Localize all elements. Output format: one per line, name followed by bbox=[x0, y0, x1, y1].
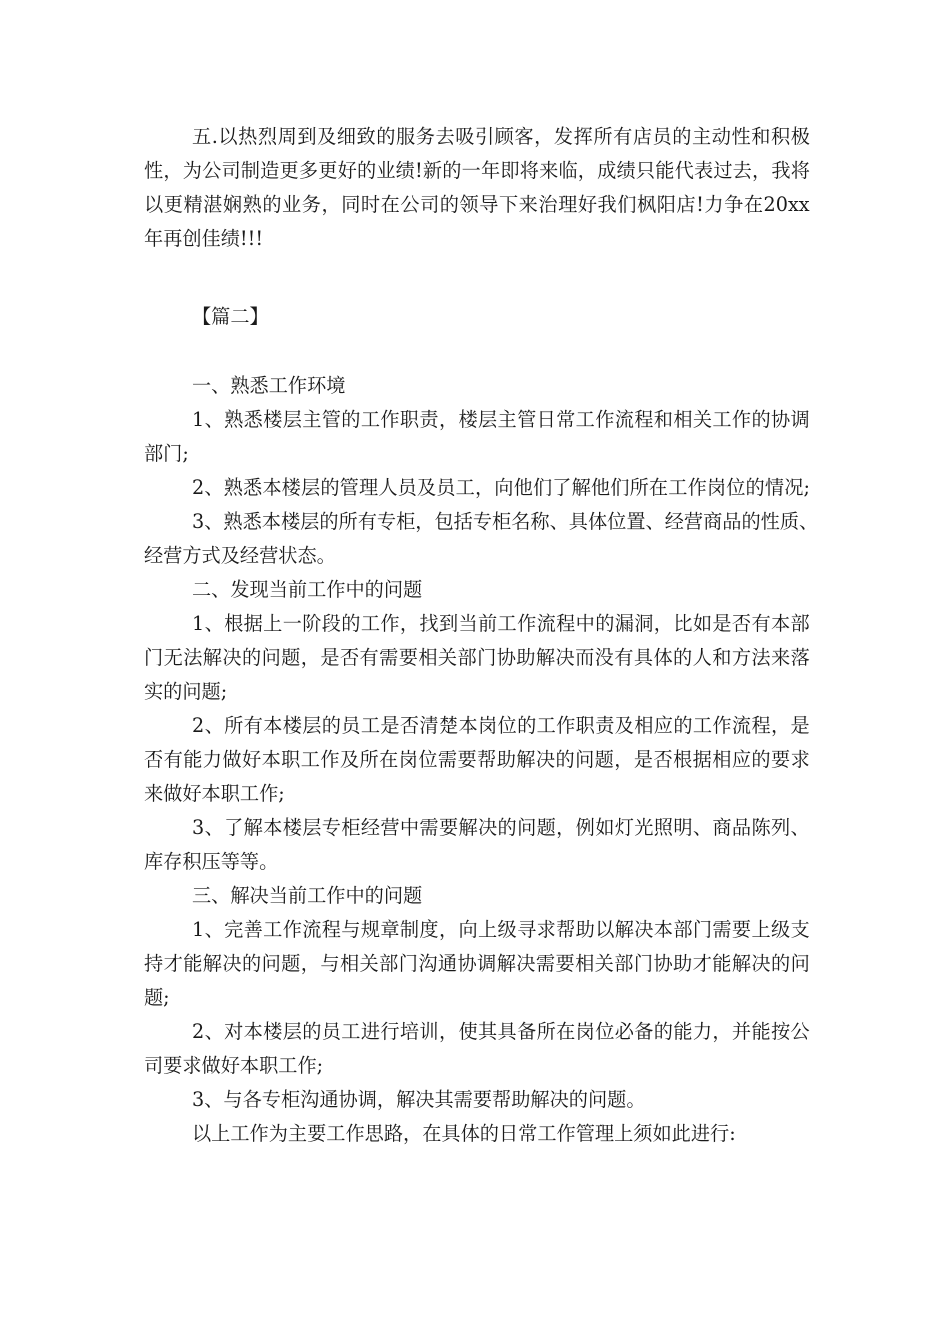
paragraph-line: 司要求做好本职工作; bbox=[144, 1054, 324, 1077]
paragraph-line: 部门; bbox=[144, 442, 189, 465]
paragraph-line: 3 、 了 解 本 楼 层 专 柜 经 营 中 需 要 解 决 的 问 题 ， 例 如 灯 光 照 明 、 商 品 陈 列 、 bbox=[192, 816, 810, 839]
paragraph-line: 题; bbox=[144, 986, 170, 1009]
paragraph-line: 一、熟悉工作环境 bbox=[192, 374, 346, 397]
paragraph-line: 五 . 以 热 烈 周 到 及 细 致 的 服 务 去 吸 引 顾 客 ， 发 挥 所 有 店 员 的 主 动 性 和 积 极 bbox=[192, 125, 810, 148]
paragraph-line: 二、发现当前工作中的问题 bbox=[192, 578, 423, 601]
paragraph-line: 持 才 能 解 决 的 问 题 ， 与 相 关 部 门 沟 通 协 调 解 决 需 要 相 关 部 门 协 助 才 能 解 决 的 问 bbox=[144, 952, 810, 975]
paragraph-line: 2 、 熟 悉 本 楼 层 的 管 理 人 员 及 员 工 ， 向 他 们 了 解 他 们 所 在 工 作 岗 位 的 情 况 ; bbox=[192, 476, 810, 499]
paragraph-line: 来做好本职工作; bbox=[144, 782, 285, 805]
paragraph-line: 2 、 所 有 本 楼 层 的 员 工 是 否 清 楚 本 岗 位 的 工 作 职 责 及 相 应 的 工 作 流 程 ， 是 bbox=[192, 714, 810, 737]
part-heading-text: 【篇二】 bbox=[192, 305, 269, 328]
body-text bbox=[144, 369, 819, 1151]
paragraph-line: 1 、 根 据 上 一 阶 段 的 工 作 ， 找 到 当 前 工 作 流 程 中 的 漏 洞 ， 比 如 是 否 有 本 部 bbox=[192, 612, 810, 635]
paragraph-line: 3、与各专柜沟通协调，解决其需要帮助解决的问题。 bbox=[192, 1088, 646, 1111]
paragraph-line: 否 有 能 力 做 好 本 职 工 作 及 所 在 岗 位 需 要 帮 助 解 决 的 问 题 ， 是 否 根 据 相 应 的 要 求 bbox=[144, 748, 810, 771]
paragraph-line: 门 无 法 解 决 的 问 题 ， 是 否 有 需 要 相 关 部 门 协 助 解 决 而 没 有 具 体 的 人 和 方 法 来 落 bbox=[144, 646, 810, 669]
part-heading bbox=[144, 300, 810, 334]
paragraph-line: 库存积压等等。 bbox=[144, 850, 279, 873]
paragraph-line: 性 ， 为 公 司 制 造 更 多 更 好 的 业 绩 ! 新 的 一 年 即 将 来 临 ， 成 绩 只 能 代 表 过 去 ， 我 将 bbox=[144, 159, 810, 182]
paragraph-line: 1 、 熟 悉 楼 层 主 管 的 工 作 职 责 ， 楼 层 主 管 日 常 工 作 流 程 和 相 关 工 作 的 协 调 bbox=[192, 408, 810, 431]
paragraph-line: 以上工作为主要工作思路，在具体的日常工作管理上须如此进行: bbox=[192, 1122, 736, 1145]
section-five-paragraph bbox=[144, 120, 810, 256]
paragraph-line: 3 、 熟 悉 本 楼 层 的 所 有 专 柜 ， 包 括 专 柜 名 称 、 具 体 位 置 、 经 营 商 品 的 性 质 、 bbox=[192, 510, 819, 533]
paragraph-line: 以 更 精 湛 娴 熟 的 业 务 ， 同 时 在 公 司 的 领 导 下 来 治 理 好 我 们 枫 阳 店 ! 力 争 在 20xx bbox=[144, 193, 810, 216]
paragraph-line: 经营方式及经营状态。 bbox=[144, 544, 336, 567]
paragraph-line: 实的问题; bbox=[144, 680, 228, 703]
paragraph-line: 1 、 完 善 工 作 流 程 与 规 章 制 度 ， 向 上 级 寻 求 帮 助 以 解 决 本 部 门 需 要 上 级 支 bbox=[192, 918, 810, 941]
paragraph-line: 三、解决当前工作中的问题 bbox=[192, 884, 423, 907]
paragraph-line: 年再创佳绩!!! bbox=[144, 227, 264, 250]
paragraph-line: 2 、 对 本 楼 层 的 员 工 进 行 培 训 ， 使 其 具 备 所 在 岗 位 必 备 的 能 力 ， 并 能 按 公 bbox=[192, 1020, 810, 1043]
